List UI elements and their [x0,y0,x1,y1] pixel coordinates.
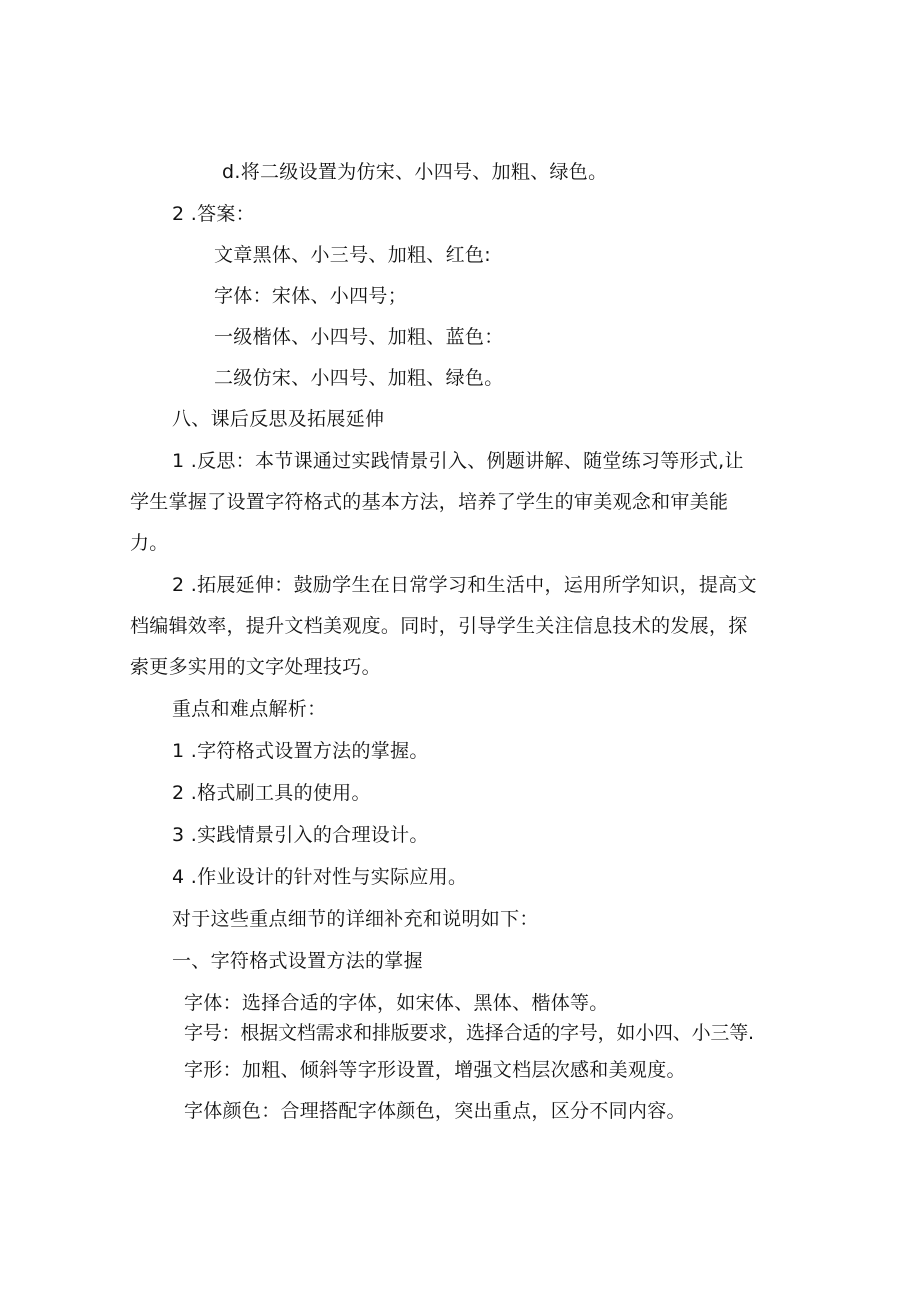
text-line: 2 .答案： [172,203,255,225]
text-line: 索更多实用的文字处理技巧。 [130,656,381,678]
text-line: 对于这些重点细节的详细补充和说明如下： [172,908,539,930]
section-heading: 重点和难点解析： [172,698,327,720]
list-item: 1 .字符格式设置方法的掌握。 [172,740,429,762]
text-line: 字号：根据文档需求和排版要求，选择合适的字号，如小四、小三等. [184,1022,754,1044]
list-item: 3 .实践情景引入的合理设计。 [172,824,429,846]
text-line: 二级仿宋、小四号、加粗、绿色。 [214,367,504,389]
text-line: 字体颜色：合理搭配字体颜色，突出重点，区分不同内容。 [184,1100,686,1122]
text-line: 一级楷体、小四号、加粗、蓝色： [214,326,504,348]
text-line: 字体：宋体、小四号； [214,285,408,307]
text-line: 字体：选择合适的字体，如宋体、黑体、楷体等。 [184,992,609,1014]
text-line: 学生掌握了设置字符格式的基本方法，培养了学生的审美观念和审美能 [130,491,729,513]
text-line: d.将二级设置为仿宋、小四号、加粗、绿色。 [222,161,608,183]
text-line: 字形：加粗、倾斜等字形设置，增强文档层次感和美观度。 [184,1059,686,1081]
text-line: 1 .反思：本节课通过实践情景引入、例题讲解、随堂练习等形式,让 [172,450,744,472]
text-line: 档编辑效率，提升文档美观度。同时，引导学生关注信息技术的发展，探 [130,615,748,637]
text-line: 文章黑体、小三号、加粗、红色: [214,244,491,266]
list-item: 4 .作业设计的针对性与实际应用。 [172,866,468,888]
section-heading: 一、字符格式设置方法的掌握 [172,950,423,972]
list-item: 2 .格式刷工具的使用。 [172,782,371,804]
text-line: 2 .拓展延伸：鼓励学生在日常学习和生活中，运用所学知识，提高文 [172,574,757,596]
section-heading: 八、课后反思及拓展延伸 [172,408,385,430]
text-line: 力。 [130,532,169,554]
